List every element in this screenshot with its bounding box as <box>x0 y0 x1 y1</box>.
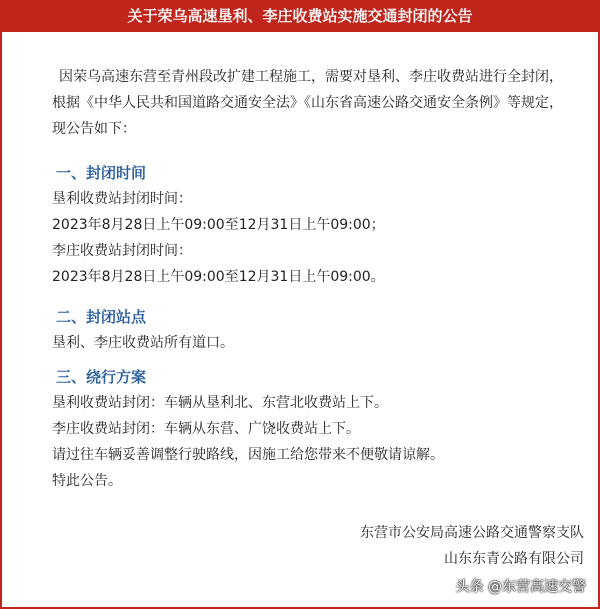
section-heading: 一、封闭时间 <box>56 164 147 182</box>
watermark-text: 头条 @东营高速交警 <box>455 579 586 595</box>
intro-paragraph: 因荣乌高速东营至青州段改扩建工程施工，需要对垦利、李庄收费站进行全封闭，根据《中华人民共和国道路交通安全法》《山东省高速公路交通安全条例》等规定，现公告如下： <box>52 69 563 137</box>
section-line: 垦利收费站封闭时间： <box>52 191 192 207</box>
section-heading: 三、绕行方案 <box>56 368 147 386</box>
section-closed-stations <box>52 304 574 356</box>
section-detour-plan <box>52 364 574 494</box>
section-line: 2023年8月28日上午09:00至12月31日上午09:00。 <box>52 269 385 285</box>
section-line: 2023年8月28日上午09:00至12月31日上午09:00； <box>52 217 385 233</box>
section-heading: 二、封闭站点 <box>56 308 147 326</box>
announcement-body <box>2 64 598 494</box>
signature-police-detachment: 东营市公安局高速公路交通警察支队 <box>360 525 584 541</box>
announcement-title: 关于荣乌高速垦利、李庄收费站实施交通封闭的公告 <box>2 0 598 32</box>
section-line: 特此公告。 <box>52 473 122 489</box>
section-line: 垦利、李庄收费站所有道口。 <box>52 335 234 351</box>
section-line: 请过往车辆妥善调整行驶路线，因施工给您带来不便敬请谅解。 <box>52 447 444 463</box>
section-closure-time <box>52 160 574 290</box>
signature-highway-company: 山东东青公路有限公司 <box>444 551 584 567</box>
section-line: 垦利收费站封闭：车辆从垦利北、东营北收费站上下。 <box>52 395 388 411</box>
section-line: 李庄收费站封闭：车辆从东营、广饶收费站上下。 <box>52 421 360 437</box>
section-line: 李庄收费站封闭时间： <box>52 243 192 259</box>
